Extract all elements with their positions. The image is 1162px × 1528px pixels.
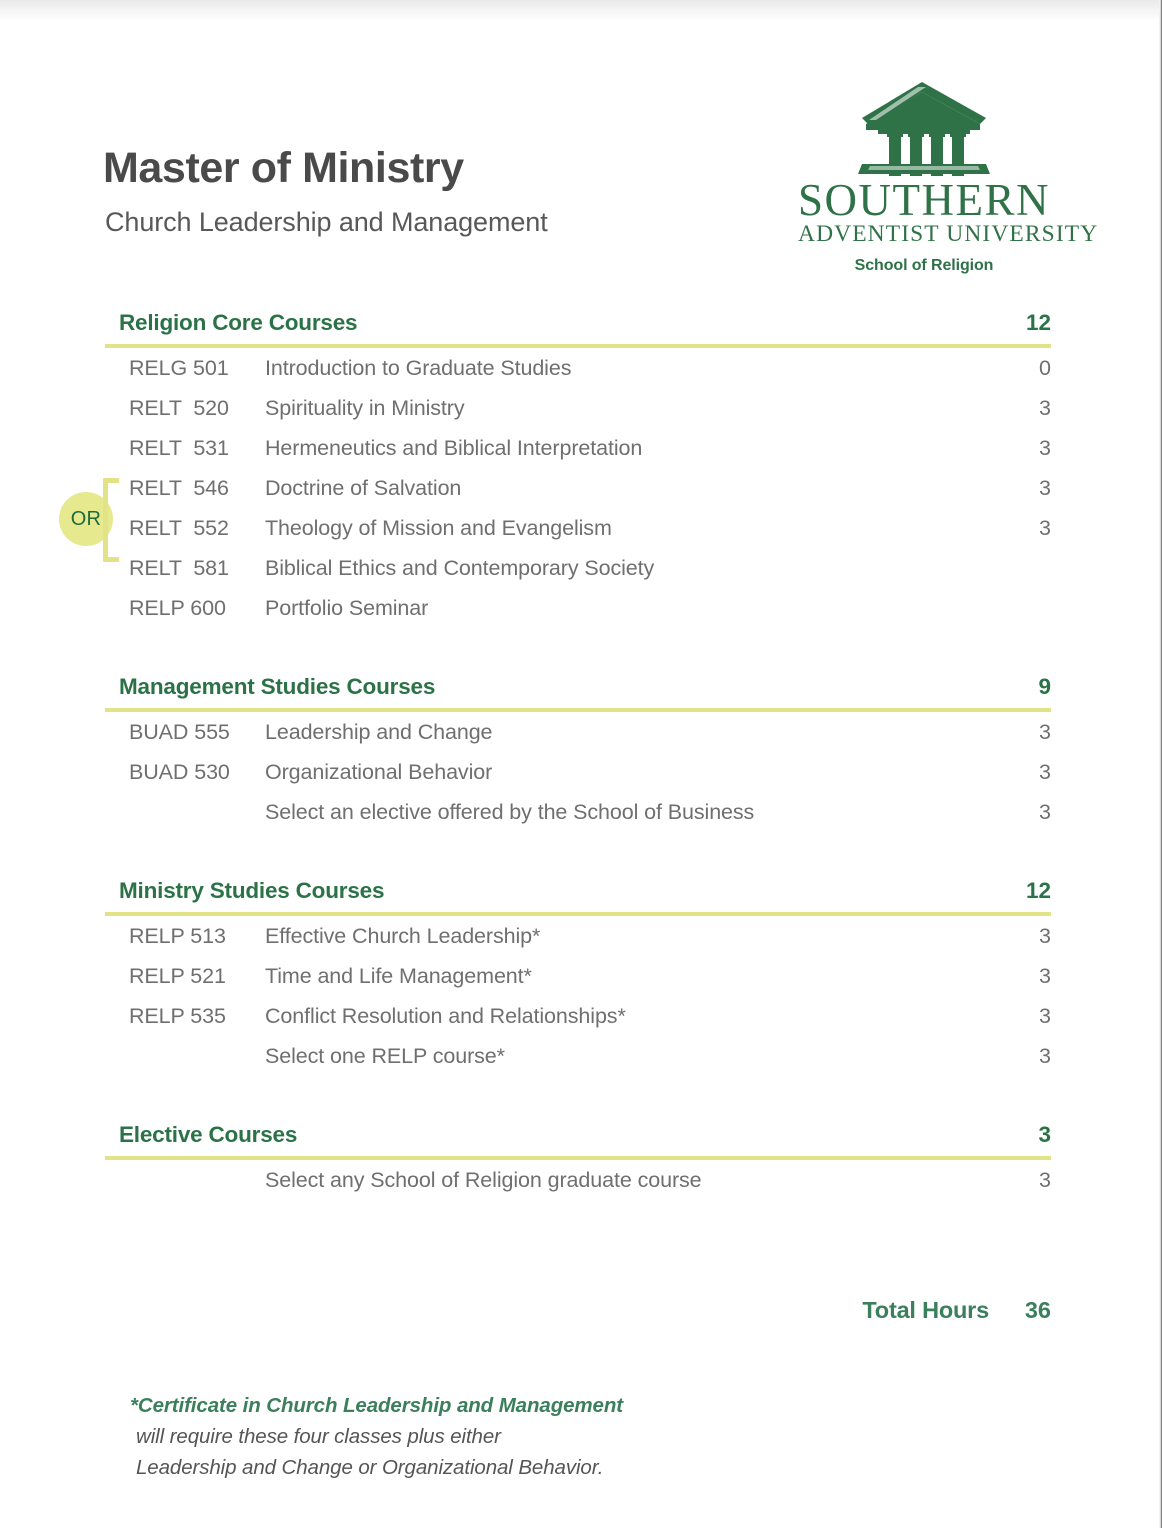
course-code: BUAD 555 [129, 720, 230, 744]
section-divider [105, 708, 1051, 712]
course-hours: 3 [1039, 760, 1051, 784]
total-hours-label: Total Hours [862, 1297, 989, 1323]
greek-portico-icon [856, 78, 992, 176]
course-name: Introduction to Graduate Studies [265, 356, 572, 380]
course-hours: 3 [1039, 1044, 1051, 1068]
course-row [103, 596, 1053, 636]
course-name: Hermeneutics and Biblical Interpretation [265, 436, 643, 460]
section-credit-total: 12 [1025, 878, 1051, 903]
course-code: RELP 535 [129, 1004, 226, 1028]
section-header [103, 310, 1053, 336]
course-name: Organizational Behavior [265, 760, 493, 784]
footnote-line-3: Leadership and Change or Organizational Behavior. [136, 1456, 604, 1480]
course-row [103, 396, 1053, 436]
course-name: Conflict Resolution and Relationships* [265, 1004, 626, 1028]
course-code: BUAD 530 [129, 760, 230, 784]
section-elective-courses [103, 1122, 1053, 1208]
course-name: Select any School of Religion graduate course [265, 1168, 702, 1192]
page-subtitle: Church Leadership and Management [105, 207, 548, 238]
course-row [103, 1168, 1053, 1208]
course-row [103, 964, 1053, 1004]
course-name: Select an elective offered by the School of Business [265, 800, 755, 824]
course-list [103, 924, 1053, 1084]
section-divider [105, 344, 1051, 348]
course-code: RELP 600 [129, 596, 226, 620]
course-row [103, 800, 1053, 840]
course-row [103, 720, 1053, 760]
section-credit-total: 12 [1025, 310, 1051, 335]
course-hours: 3 [1039, 516, 1051, 540]
course-code: RELP 513 [129, 924, 226, 948]
section-title: Management Studies Courses [119, 674, 436, 699]
course-name: Leadership and Change [265, 720, 493, 744]
section-title: Elective Courses [119, 1122, 298, 1147]
logo-school-of-religion: School of Religion [854, 256, 994, 274]
section-credit-total: 3 [1038, 1122, 1051, 1147]
course-list [70, 356, 1053, 636]
section-religion-core [70, 310, 1053, 636]
document-header [0, 0, 1145, 274]
course-hours: 3 [1039, 924, 1051, 948]
course-code: RELT 546 [129, 476, 229, 500]
course-row [103, 1004, 1053, 1044]
course-row [103, 556, 1053, 596]
course-hours: 3 [1039, 476, 1051, 500]
course-name: Theology of Mission and Evangelism [265, 516, 612, 540]
logo-wordmark-southern: SOUTHERN [798, 175, 1051, 225]
section-divider [105, 912, 1051, 916]
title-block [103, 146, 548, 238]
course-hours: 3 [1039, 396, 1051, 420]
footnote-line-2: will require these four classes plus either [136, 1425, 501, 1449]
or-group-marker [59, 478, 129, 562]
course-name: Time and Life Management* [265, 964, 532, 988]
university-logo [798, 78, 1099, 274]
course-code: RELP 521 [129, 964, 226, 988]
course-hours: 3 [1039, 436, 1051, 460]
course-hours: 3 [1039, 720, 1051, 744]
total-hours-value: 36 [1024, 1297, 1051, 1323]
section-title: Ministry Studies Courses [119, 878, 385, 903]
section-title: Religion Core Courses [119, 310, 358, 335]
or-badge: OR [59, 492, 113, 546]
course-name: Doctrine of Salvation [265, 476, 462, 500]
course-row [103, 476, 1053, 516]
section-header [103, 674, 1053, 700]
section-divider [105, 1156, 1051, 1160]
course-code: RELT 520 [129, 396, 229, 420]
course-row [103, 356, 1053, 396]
course-row [103, 1044, 1053, 1084]
course-name: Portfolio Seminar [265, 596, 429, 620]
course-code: RELT 531 [129, 436, 229, 460]
course-row [103, 924, 1053, 964]
logo-wordmark-adventist-university: ADVENTIST UNIVERSITY [798, 221, 1099, 248]
course-row [103, 436, 1053, 476]
course-code: RELG 501 [129, 356, 229, 380]
section-credit-total: 9 [1038, 674, 1051, 699]
course-hours: 3 [1039, 964, 1051, 988]
course-name: Effective Church Leadership* [265, 924, 541, 948]
course-name: Spirituality in Ministry [265, 396, 465, 420]
course-name: Biblical Ethics and Contemporary Society [265, 556, 655, 580]
course-hours: 3 [1039, 1168, 1051, 1192]
section-header [103, 1122, 1053, 1148]
course-code: RELT 552 [129, 516, 229, 540]
course-list [103, 720, 1053, 840]
page-title: Master of Ministry [103, 144, 464, 192]
section-ministry-studies [103, 878, 1053, 1084]
course-name: Select one RELP course* [265, 1044, 505, 1068]
course-list [103, 1168, 1053, 1208]
footnote-line-1: *Certificate in Church Leadership and Management [130, 1394, 623, 1417]
course-hours: 0 [1039, 356, 1051, 380]
section-management-studies [103, 674, 1053, 840]
total-hours-row [103, 1297, 1053, 1324]
footnote [130, 1390, 896, 1483]
course-code: RELT 581 [129, 556, 229, 580]
section-header [103, 878, 1053, 904]
course-hours: 3 [1039, 800, 1051, 824]
curriculum-sections [70, 310, 1053, 1208]
course-row [103, 760, 1053, 800]
course-hours: 3 [1039, 1004, 1051, 1028]
or-bracket-icon [103, 478, 119, 562]
course-row [103, 516, 1053, 556]
